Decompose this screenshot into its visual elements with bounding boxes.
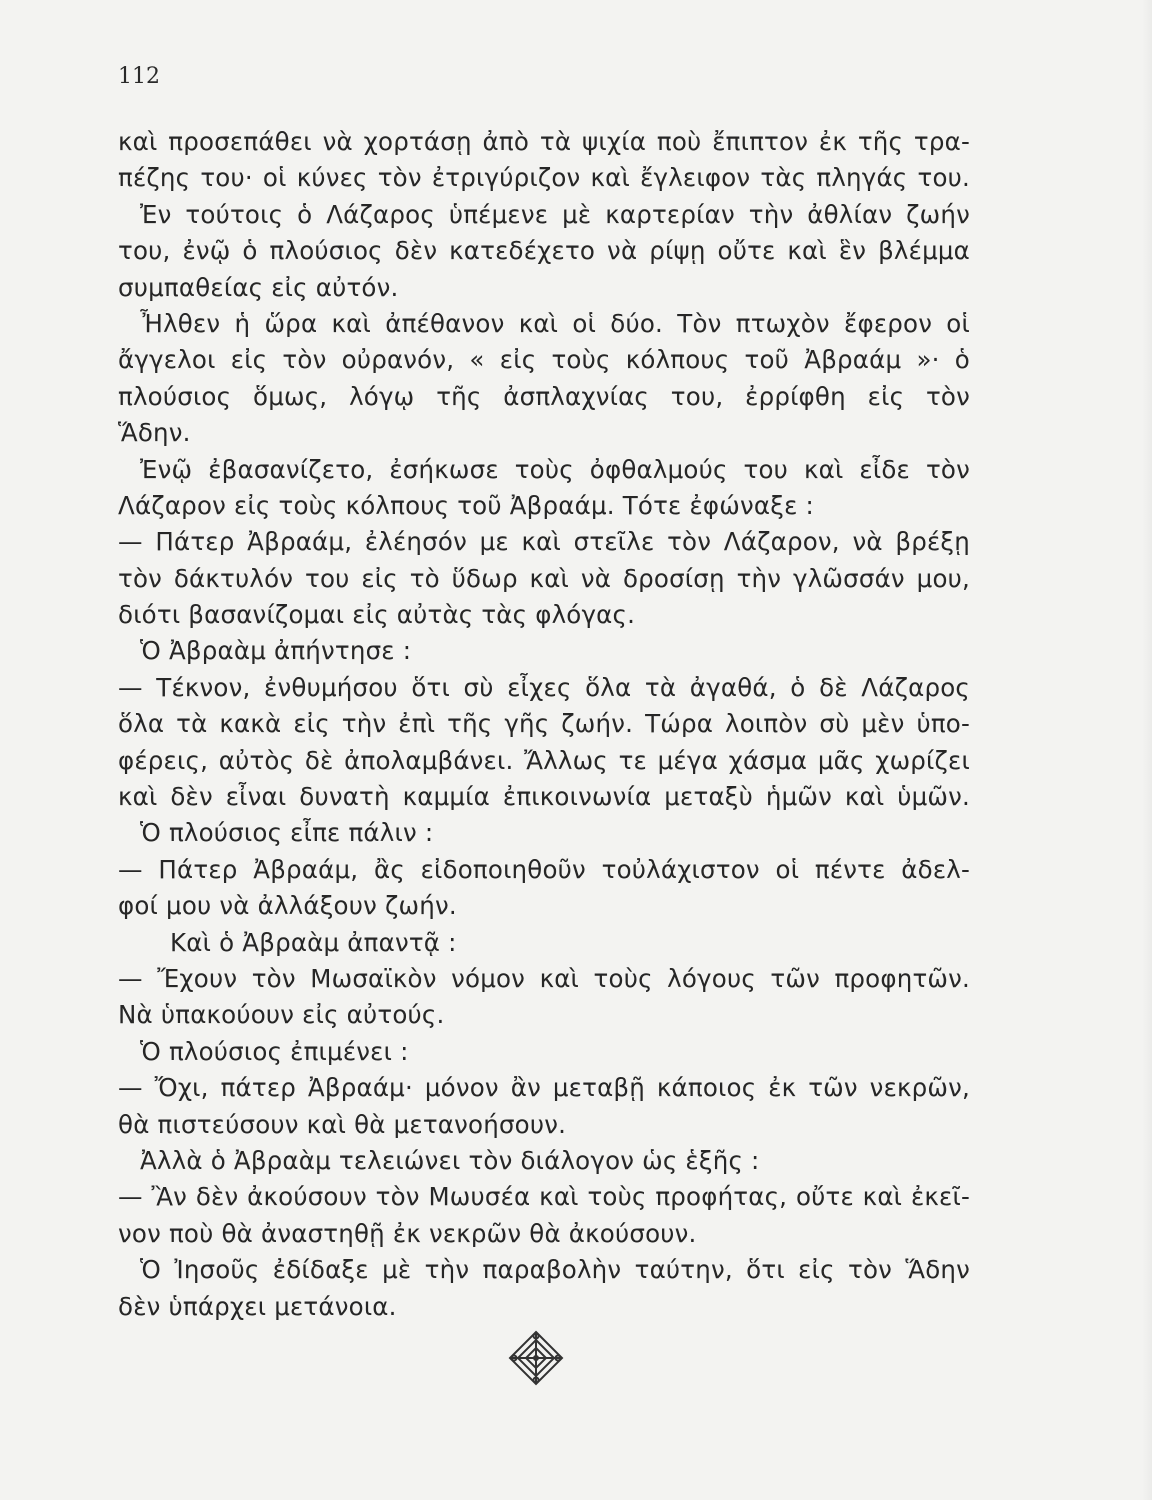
text-line: δὲν ὑπάρχει μετάνοια. bbox=[118, 1291, 397, 1321]
text-line: του, ἐνῷ ὁ πλούσιος δὲν κατεδέχετο νὰ ρίψῃ οὔτε καὶ ἓν βλέμμα bbox=[118, 236, 970, 266]
text-line: Λάζαρον εἰς τοὺς κόλπους τοῦ Ἀβραάμ. Τότε ἐφώναξε : bbox=[118, 490, 814, 520]
text-line: Ὁ Ἀβραὰμ ἀπήντησε : bbox=[140, 636, 412, 666]
text-line: τὸν δάκτυλόν του εἰς τὸ ὕδωρ καὶ νὰ δροσίσῃ τὴν γλῶσσάν μου, bbox=[118, 563, 970, 593]
text-line: — Πάτερ Ἀβραάμ, ἂς εἰδοποιηθοῦν τοὐλάχιστον οἱ πέντε ἀδελ- bbox=[118, 854, 970, 884]
text-line: Ὁ πλούσιος εἶπε πάλιν : bbox=[140, 818, 434, 848]
main-text bbox=[118, 124, 970, 1325]
text-line: Ὁ Ἰησοῦς ἐδίδαξε μὲ τὴν παραβολὴν ταύτην, ὅτι εἰς τὸν Ἅδην bbox=[140, 1255, 970, 1285]
text-line: — Ἔχουν τὸν Μωσαϊκὸν νόμον καὶ τοὺς λόγους τῶν προφητῶν. bbox=[118, 963, 970, 993]
diamond-knot-ornament-icon bbox=[508, 1330, 564, 1386]
text-line: καὶ προσεπάθει νὰ χορτάσῃ ἀπὸ τὰ ψιχία ποὺ ἔπιπτον ἐκ τῆς τρα- bbox=[118, 127, 970, 156]
text-line: Καὶ ὁ Ἀβραὰμ ἀπαντᾷ : bbox=[170, 927, 457, 957]
text-line: Ἐνῷ ἐβασανίζετο, ἐσήκωσε τοὺς ὀφθαλμούς του καὶ εἶδε τὸν bbox=[140, 454, 970, 484]
text-line: νον ποὺ θὰ ἀναστηθῇ ἐκ νεκρῶν θὰ ἀκούσουν. bbox=[118, 1218, 697, 1248]
text-line: — Τέκνον, ἐνθυμήσου ὅτι σὺ εἶχες ὅλα τὰ ἀγαθά, ὁ δὲ Λάζαρος bbox=[118, 672, 970, 702]
page-number: 112 bbox=[118, 64, 160, 89]
text-line: διότι βασανίζομαι εἰς αὐτὰς τὰς φλόγας. bbox=[118, 600, 636, 630]
page-edge-shadow bbox=[1142, 0, 1152, 1500]
text-line: — Ὄχι, πάτερ Ἀβραάμ· μόνον ἂν μεταβῇ κάποιος ἐκ τῶν νεκρῶν, bbox=[118, 1073, 970, 1103]
text-line: πέζης του· οἱ κύνες τὸν ἐτριγύριζον καὶ ἔγλειφον τὰς πληγάς του. bbox=[118, 163, 970, 193]
text-line: Νὰ ὑπακούουν εἰς αὐτούς. bbox=[118, 1000, 445, 1030]
text-line: συμπαθείας εἰς αὐτόν. bbox=[118, 272, 399, 302]
text-line: καὶ δὲν εἶναι δυνατὴ καμμία ἐπικοινωνία μεταξὺ ἡμῶν καὶ ὑμῶν. bbox=[118, 782, 970, 812]
text-line: φοί μου νὰ ἀλλάξουν ζωήν. bbox=[118, 891, 457, 921]
text-line: πλούσιος ὅμως, λόγῳ τῆς ἀσπλαχνίας του, ἐρρίφθη εἰς τὸν bbox=[118, 381, 970, 411]
text-line: ὅλα τὰ κακὰ εἰς τὴν ἐπὶ τῆς γῆς ζωήν. Τώρα λοιπὸν σὺ μὲν ὑπο- bbox=[118, 709, 970, 739]
text-line: Ἐν τούτοις ὁ Λάζαρος ὑπέμενε μὲ καρτερίαν τὴν ἀθλίαν ζωήν bbox=[140, 199, 970, 229]
text-line: — Πάτερ Ἀβραάμ, ἐλέησόν με καὶ στεῖλε τὸν Λάζαρον, νὰ βρέξῃ bbox=[118, 527, 970, 557]
text-line: Ἦλθεν ἡ ὥρα καὶ ἀπέθανον καὶ οἱ δύο. Τὸν πτωχὸν ἔφερον οἱ bbox=[140, 308, 970, 338]
text-line: φέρεις, αὐτὸς δὲ ἀπολαμβάνει. Ἄλλως τε μέγα χάσμα μᾶς χωρίζει bbox=[118, 745, 970, 775]
text-line: Ἀλλὰ ὁ Ἀβραὰμ τελειώνει τὸν διάλογον ὡς ἑξῆς : bbox=[140, 1145, 760, 1175]
text-line: Ὁ πλούσιος ἐπιμένει : bbox=[140, 1036, 409, 1066]
text-line: θὰ πιστεύσουν καὶ θὰ μετανοήσουν. bbox=[118, 1109, 567, 1139]
text-line: ἄγγελοι εἰς τὸν οὐρανόν, « εἰς τοὺς κόλπους τοῦ Ἀβραάμ »· ὁ bbox=[118, 345, 970, 375]
text-line: Ἅδην. bbox=[118, 418, 191, 448]
text-line: — Ἂν δὲν ἀκούσουν τὸν Μωυσέα καὶ τοὺς προφήτας, οὔτε καὶ ἐκεῖ- bbox=[118, 1182, 970, 1212]
